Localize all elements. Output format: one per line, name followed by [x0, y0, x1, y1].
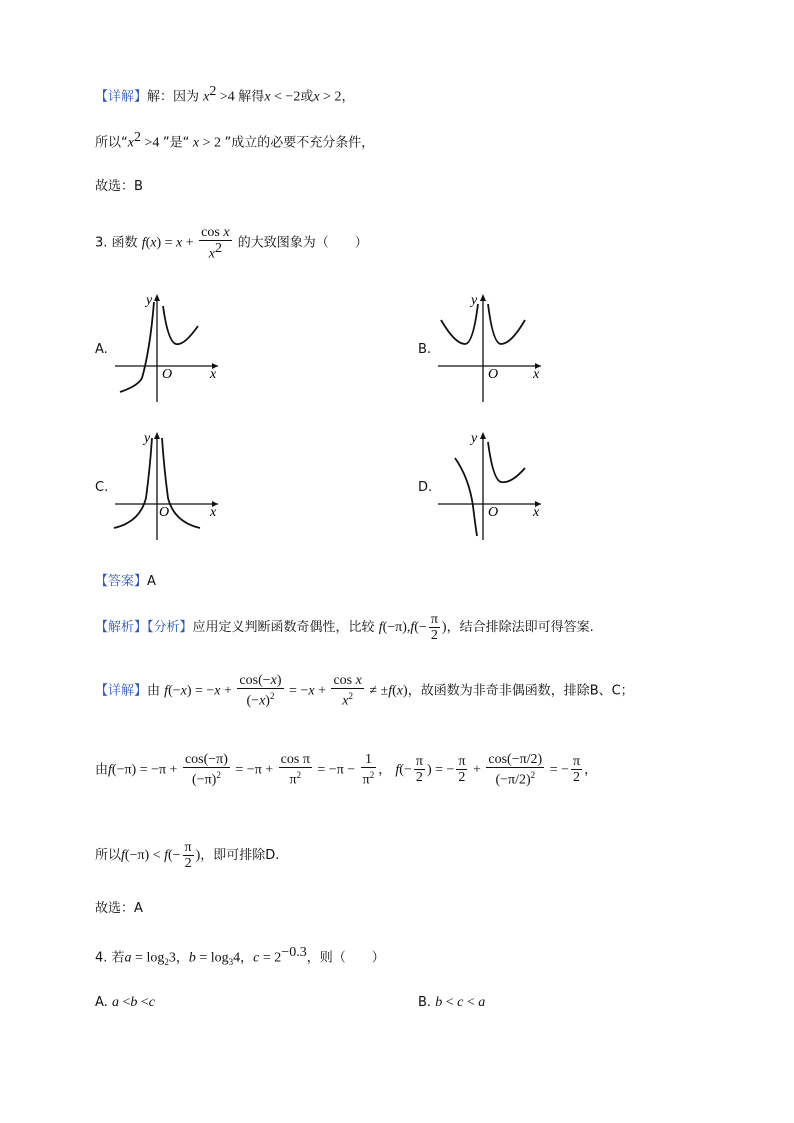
necessary-line: 所以“$x^2 >4$ ”是“ x > 2 ”成立的必要不充分条件， [95, 130, 375, 151]
q4-option-a: A. a <b <c [95, 995, 155, 1010]
option-b-label: B. [418, 342, 432, 357]
so-line: 所以f(−π) < f(− $\frac{\pi}{2}$ )，即可排除D. [95, 840, 280, 871]
analysis-line: 【解析】【分析】应用定义判断函数奇偶性，比较 f(−π),f(− $\frac{\pi}{2}$ )，结合排除法即可得答案. [95, 612, 594, 643]
answer-line [95, 570, 156, 589]
axis-y-label: y [471, 293, 478, 308]
question-3: 3. 函数 f(x) = x + $\frac{\text{cos x}}{x^2}$ 的大致图象为（ ） [95, 225, 368, 262]
detail-tag: 【详解】 [95, 683, 148, 699]
origin-label: O [159, 505, 170, 520]
question-4: 4. 若$a = \log_23$，$b = \log_34$，$c = 2^{-0.3}$，则（ ） [95, 945, 385, 967]
detail-line-2: 【详解】由 f(−x) = −x + $\frac{\cos(-x)}{(-x)^2}$ = −x + $\frac{\text{cos x}}{x^2}$ ≠ ±f(x)，故函数为非奇非偶函数，排除B、C； [95, 673, 634, 709]
graph-b [433, 290, 553, 405]
axis-y-label: y [144, 431, 151, 446]
choose-line-2: 故选：A [95, 901, 143, 916]
fraction: $\frac{\text{cos x}}{x^2}$ [201, 225, 230, 262]
graph-a [110, 290, 230, 405]
choose-line-1: 故选：B [95, 179, 143, 194]
detail-tag: 【详解】 [95, 89, 148, 105]
detail-line-1: 【详解】解：因为 $x^2 >4$ 解得x < −2或x > 2， [95, 84, 355, 105]
axis-x-label: x [533, 505, 540, 520]
answer-tag: 【答案】 [95, 574, 148, 589]
graph-d [433, 428, 553, 543]
option-c-label: C. [95, 480, 109, 495]
origin-label: O [488, 367, 499, 382]
answer-value: A [147, 574, 156, 589]
axis-x-label: x [210, 367, 217, 382]
axis-y-label: y [146, 293, 153, 308]
origin-label: O [162, 367, 173, 382]
detail-line-3: 由f(−π) = −π + $\frac{\cos(-\pi)}{(-\pi)^2}$ = −π + $\frac{\text{cos π}}{\pi^2}$ = −π − $\frac{1}{\pi^2}$ ， f(− $\frac{\pi}{2}$ ) = − $\frac{\pi}{2}$ + $\frac{\cos(-\pi/2)}{(-\pi/2)^2}$ = − $\frac{\pi}{2}$ ， [95, 752, 598, 788]
q4-option-b: B. b < c < a [418, 995, 486, 1010]
axis-x-label: x [210, 505, 217, 520]
analysis-subtag: 【分析】 [147, 620, 193, 635]
origin-label: O [488, 505, 499, 520]
axis-y-label: y [471, 431, 478, 446]
option-a-label: A. [95, 342, 108, 357]
graph-c [110, 428, 230, 543]
option-d-label: D. [418, 480, 433, 495]
analysis-tag: 【解析】 [95, 620, 148, 635]
axis-x-label: x [533, 367, 540, 382]
